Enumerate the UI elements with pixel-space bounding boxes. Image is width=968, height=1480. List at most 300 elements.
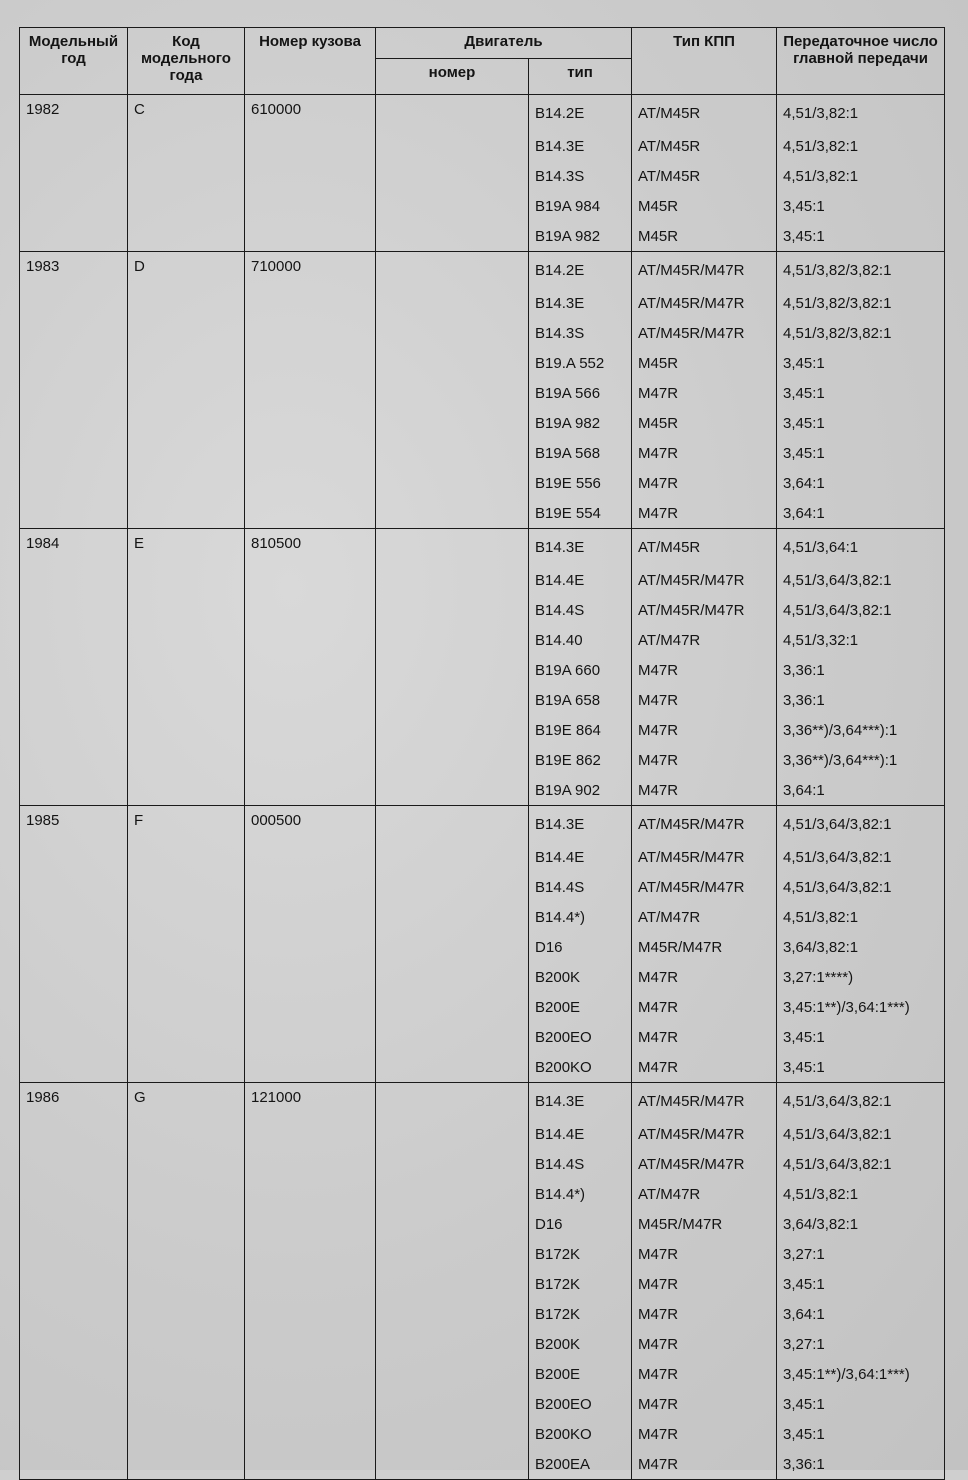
header-engine-type: тип: [529, 59, 632, 95]
cell-final-drive: 3,64/3,82:1: [777, 932, 945, 962]
cell-engine-type: B19E 862: [529, 745, 632, 775]
cell-model-year-code: [128, 1449, 245, 1480]
cell-body-number: [245, 1149, 376, 1179]
cell-model-year-code: [128, 1239, 245, 1269]
cell-engine-number: [376, 468, 529, 498]
cell-engine-type: B200EO: [529, 1389, 632, 1419]
cell-model-year-code: D: [128, 252, 245, 289]
cell-engine-number: [376, 1389, 529, 1419]
cell-model-year: 1986: [20, 1083, 128, 1120]
table-row: [20, 962, 945, 992]
cell-engine-type: B14.4E: [529, 842, 632, 872]
header-engine-number: номер: [376, 59, 529, 95]
cell-body-number: 610000: [245, 95, 376, 132]
cell-model-year: [20, 288, 128, 318]
cell-final-drive: 3,45:1: [777, 348, 945, 378]
cell-body-number: [245, 775, 376, 806]
cell-final-drive: 4,51/3,82:1: [777, 131, 945, 161]
cell-model-year: [20, 685, 128, 715]
cell-model-year-code: [128, 655, 245, 685]
cell-engine-number: [376, 962, 529, 992]
table-row: [20, 95, 945, 132]
cell-model-year-code: [128, 992, 245, 1022]
cell-engine-type: B200EO: [529, 1022, 632, 1052]
cell-model-year-code: C: [128, 95, 245, 132]
cell-model-year: [20, 565, 128, 595]
cell-model-year: [20, 1179, 128, 1209]
cell-gearbox: M47R: [632, 1239, 777, 1269]
cell-final-drive: 3,64:1: [777, 498, 945, 529]
cell-final-drive: 3,64:1: [777, 468, 945, 498]
cell-engine-type: D16: [529, 1209, 632, 1239]
cell-engine-type: B172K: [529, 1299, 632, 1329]
cell-final-drive: 4,51/3,64/3,82:1: [777, 872, 945, 902]
cell-model-year-code: [128, 288, 245, 318]
cell-engine-number: [376, 191, 529, 221]
table-row: [20, 1149, 945, 1179]
cell-final-drive: 4,51/3,82/3,82:1: [777, 318, 945, 348]
cell-final-drive: 3,27:1: [777, 1329, 945, 1359]
cell-final-drive: 3,36:1: [777, 655, 945, 685]
header-gearbox: Тип КПП: [632, 28, 777, 95]
cell-body-number: [245, 932, 376, 962]
cell-final-drive: 3,45:1: [777, 378, 945, 408]
cell-engine-number: [376, 595, 529, 625]
cell-engine-number: [376, 685, 529, 715]
cell-final-drive: 3,36:1: [777, 1449, 945, 1480]
cell-model-year: [20, 932, 128, 962]
cell-engine-type: B19A 568: [529, 438, 632, 468]
cell-model-year: [20, 378, 128, 408]
cell-body-number: [245, 715, 376, 745]
cell-body-number: [245, 1239, 376, 1269]
table-row: [20, 992, 945, 1022]
cell-gearbox: AT/M45R/M47R: [632, 842, 777, 872]
cell-gearbox: M45R/M47R: [632, 1209, 777, 1239]
cell-engine-number: [376, 95, 529, 132]
table-row: [20, 625, 945, 655]
cell-engine-type: B14.4*): [529, 1179, 632, 1209]
cell-body-number: [245, 221, 376, 252]
table-row: [20, 1389, 945, 1419]
table-row: [20, 378, 945, 408]
cell-engine-type: B19A 566: [529, 378, 632, 408]
cell-engine-number: [376, 131, 529, 161]
cell-final-drive: 4,51/3,64/3,82:1: [777, 806, 945, 843]
table-row: [20, 1449, 945, 1480]
cell-gearbox: AT/M45R/M47R: [632, 872, 777, 902]
cell-gearbox: M47R: [632, 468, 777, 498]
cell-engine-type: B14.4*): [529, 902, 632, 932]
cell-body-number: [245, 161, 376, 191]
cell-body-number: [245, 1179, 376, 1209]
cell-body-number: [245, 1119, 376, 1149]
cell-final-drive: 3,36**)/3,64***):1: [777, 745, 945, 775]
cell-gearbox: AT/M45R/M47R: [632, 1083, 777, 1120]
cell-body-number: [245, 842, 376, 872]
cell-engine-type: B200E: [529, 1359, 632, 1389]
cell-final-drive: 3,64/3,82:1: [777, 1209, 945, 1239]
cell-body-number: [245, 685, 376, 715]
cell-gearbox: AT/M45R/M47R: [632, 565, 777, 595]
header-engine: Двигатель: [376, 28, 632, 59]
cell-engine-number: [376, 1083, 529, 1120]
table-row: [20, 1119, 945, 1149]
cell-engine-number: [376, 1239, 529, 1269]
cell-final-drive: 3,36**)/3,64***):1: [777, 715, 945, 745]
cell-model-year-code: [128, 1022, 245, 1052]
cell-gearbox: M45R: [632, 348, 777, 378]
cell-engine-number: [376, 842, 529, 872]
cell-model-year: [20, 872, 128, 902]
cell-engine-number: [376, 932, 529, 962]
cell-engine-number: [376, 1209, 529, 1239]
cell-final-drive: 4,51/3,32:1: [777, 625, 945, 655]
cell-model-year-code: [128, 318, 245, 348]
cell-engine-number: [376, 1022, 529, 1052]
cell-model-year: [20, 318, 128, 348]
cell-body-number: 710000: [245, 252, 376, 289]
cell-engine-type: B14.4S: [529, 595, 632, 625]
table-row: [20, 842, 945, 872]
cell-final-drive: 4,51/3,82/3,82:1: [777, 288, 945, 318]
table-row: [20, 1179, 945, 1209]
cell-final-drive: 3,45:1**)/3,64:1***): [777, 992, 945, 1022]
cell-body-number: [245, 1329, 376, 1359]
cell-model-year-code: [128, 1359, 245, 1389]
cell-engine-number: [376, 872, 529, 902]
cell-model-year: [20, 221, 128, 252]
cell-gearbox: AT/M47R: [632, 1179, 777, 1209]
cell-final-drive: 4,51/3,64/3,82:1: [777, 1149, 945, 1179]
cell-engine-type: B172K: [529, 1239, 632, 1269]
table-row: [20, 348, 945, 378]
cell-engine-number: [376, 1299, 529, 1329]
cell-final-drive: 3,64:1: [777, 1299, 945, 1329]
cell-model-year-code: [128, 775, 245, 806]
cell-engine-type: B14.3E: [529, 1083, 632, 1120]
cell-body-number: 810500: [245, 529, 376, 566]
cell-gearbox: AT/M45R: [632, 95, 777, 132]
cell-gearbox: AT/M45R/M47R: [632, 595, 777, 625]
cell-body-number: [245, 1419, 376, 1449]
cell-final-drive: 3,45:1: [777, 1052, 945, 1083]
cell-model-year-code: [128, 745, 245, 775]
cell-body-number: [245, 992, 376, 1022]
cell-model-year: [20, 1269, 128, 1299]
header-body-number: Номер кузова: [245, 28, 376, 95]
cell-body-number: [245, 348, 376, 378]
cell-model-year-code: [128, 625, 245, 655]
cell-engine-number: [376, 1179, 529, 1209]
cell-gearbox: M45R: [632, 221, 777, 252]
cell-body-number: [245, 1359, 376, 1389]
cell-gearbox: AT/M47R: [632, 902, 777, 932]
cell-model-year-code: [128, 1209, 245, 1239]
cell-model-year: [20, 1359, 128, 1389]
table-row: [20, 1052, 945, 1083]
cell-engine-number: [376, 902, 529, 932]
cell-model-year-code: [128, 191, 245, 221]
cell-final-drive: 3,45:1**)/3,64:1***): [777, 1359, 945, 1389]
cell-model-year-code: E: [128, 529, 245, 566]
cell-model-year-code: [128, 348, 245, 378]
cell-model-year-code: [128, 902, 245, 932]
cell-gearbox: AT/M45R/M47R: [632, 288, 777, 318]
cell-gearbox: M47R: [632, 685, 777, 715]
cell-gearbox: M47R: [632, 378, 777, 408]
table-row: [20, 1239, 945, 1269]
cell-final-drive: 3,45:1: [777, 438, 945, 468]
table-row: [20, 318, 945, 348]
cell-engine-type: D16: [529, 932, 632, 962]
cell-engine-number: [376, 221, 529, 252]
table-row: [20, 1209, 945, 1239]
cell-final-drive: 3,45:1: [777, 408, 945, 438]
cell-engine-type: B200K: [529, 962, 632, 992]
cell-model-year-code: [128, 498, 245, 529]
table-row: [20, 565, 945, 595]
cell-body-number: [245, 468, 376, 498]
cell-engine-type: B19E 864: [529, 715, 632, 745]
cell-engine-number: [376, 1419, 529, 1449]
cell-engine-number: [376, 625, 529, 655]
cell-model-year: [20, 775, 128, 806]
cell-engine-type: B200K: [529, 1329, 632, 1359]
table-row: [20, 252, 945, 289]
cell-body-number: [245, 872, 376, 902]
cell-model-year: [20, 1299, 128, 1329]
cell-body-number: [245, 1269, 376, 1299]
cell-final-drive: 4,51/3,64/3,82:1: [777, 842, 945, 872]
cell-engine-number: [376, 745, 529, 775]
cell-gearbox: AT/M45R: [632, 161, 777, 191]
cell-model-year: [20, 408, 128, 438]
cell-engine-type: B14.4E: [529, 1119, 632, 1149]
cell-gearbox: M45R: [632, 191, 777, 221]
cell-model-year-code: [128, 408, 245, 438]
cell-model-year-code: [128, 161, 245, 191]
cell-final-drive: 3,64:1: [777, 775, 945, 806]
cell-engine-number: [376, 438, 529, 468]
cell-gearbox: AT/M45R/M47R: [632, 252, 777, 289]
cell-engine-number: [376, 348, 529, 378]
cell-engine-number: [376, 498, 529, 529]
cell-engine-type: B200EA: [529, 1449, 632, 1480]
cell-model-year-code: [128, 1389, 245, 1419]
cell-body-number: [245, 655, 376, 685]
cell-model-year-code: [128, 1149, 245, 1179]
cell-final-drive: 4,51/3,82/3,82:1: [777, 252, 945, 289]
cell-engine-number: [376, 565, 529, 595]
cell-engine-type: B19A 658: [529, 685, 632, 715]
cell-model-year: [20, 842, 128, 872]
cell-model-year-code: [128, 685, 245, 715]
cell-engine-number: [376, 408, 529, 438]
cell-final-drive: 3,45:1: [777, 221, 945, 252]
header-model-year: Модельный год: [20, 28, 128, 95]
cell-engine-number: [376, 378, 529, 408]
cell-gearbox: M47R: [632, 1329, 777, 1359]
cell-engine-number: [376, 1449, 529, 1480]
cell-model-year: [20, 962, 128, 992]
cell-gearbox: M47R: [632, 438, 777, 468]
cell-model-year: [20, 992, 128, 1022]
cell-model-year-code: G: [128, 1083, 245, 1120]
cell-model-year-code: [128, 872, 245, 902]
cell-engine-number: [376, 318, 529, 348]
cell-engine-number: [376, 1119, 529, 1149]
cell-model-year-code: [128, 1119, 245, 1149]
cell-model-year: [20, 745, 128, 775]
cell-engine-number: [376, 806, 529, 843]
cell-final-drive: 3,27:1: [777, 1239, 945, 1269]
cell-model-year: [20, 625, 128, 655]
table-row: [20, 529, 945, 566]
cell-final-drive: 4,51/3,64:1: [777, 529, 945, 566]
cell-final-drive: 4,51/3,82:1: [777, 1179, 945, 1209]
cell-gearbox: M47R: [632, 775, 777, 806]
cell-engine-number: [376, 992, 529, 1022]
cell-final-drive: 3,27:1****): [777, 962, 945, 992]
cell-model-year-code: [128, 1052, 245, 1083]
cell-body-number: [245, 1299, 376, 1329]
cell-engine-type: B19.A 552: [529, 348, 632, 378]
cell-gearbox: AT/M45R/M47R: [632, 318, 777, 348]
cell-final-drive: 4,51/3,82:1: [777, 95, 945, 132]
cell-model-year: [20, 1389, 128, 1419]
cell-engine-number: [376, 288, 529, 318]
cell-body-number: [245, 288, 376, 318]
cell-engine-type: B19A 660: [529, 655, 632, 685]
cell-body-number: [245, 902, 376, 932]
cell-engine-type: B19A 982: [529, 221, 632, 252]
cell-gearbox: M47R: [632, 962, 777, 992]
cell-gearbox: AT/M45R/M47R: [632, 1119, 777, 1149]
cell-body-number: [245, 438, 376, 468]
cell-body-number: 121000: [245, 1083, 376, 1120]
cell-model-year-code: [128, 595, 245, 625]
cell-model-year-code: [128, 565, 245, 595]
cell-body-number: [245, 318, 376, 348]
cell-final-drive: 3,36:1: [777, 685, 945, 715]
cell-gearbox: AT/M45R: [632, 529, 777, 566]
table-row: [20, 932, 945, 962]
cell-model-year: [20, 902, 128, 932]
cell-final-drive: 4,51/3,64/3,82:1: [777, 565, 945, 595]
cell-model-year-code: F: [128, 806, 245, 843]
cell-gearbox: M47R: [632, 1269, 777, 1299]
cell-model-year-code: [128, 468, 245, 498]
cell-final-drive: 3,45:1: [777, 1419, 945, 1449]
cell-final-drive: 4,51/3,82:1: [777, 161, 945, 191]
cell-engine-type: B14.3E: [529, 529, 632, 566]
cell-model-year: 1984: [20, 529, 128, 566]
cell-gearbox: AT/M45R: [632, 131, 777, 161]
cell-engine-type: B19A 902: [529, 775, 632, 806]
cell-gearbox: M47R: [632, 498, 777, 529]
cell-engine-type: B172K: [529, 1269, 632, 1299]
header-final-drive: Передаточное число главной передачи: [777, 28, 945, 95]
cell-gearbox: AT/M45R/M47R: [632, 806, 777, 843]
cell-model-year: [20, 1149, 128, 1179]
cell-model-year: 1983: [20, 252, 128, 289]
cell-model-year-code: [128, 1269, 245, 1299]
cell-model-year: [20, 348, 128, 378]
cell-engine-type: B14.2E: [529, 252, 632, 289]
cell-model-year: [20, 438, 128, 468]
cell-gearbox: M47R: [632, 1022, 777, 1052]
cell-model-year: [20, 191, 128, 221]
cell-engine-number: [376, 1359, 529, 1389]
table-row: [20, 1269, 945, 1299]
cell-gearbox: M47R: [632, 1359, 777, 1389]
cell-body-number: [245, 595, 376, 625]
cell-model-year: [20, 655, 128, 685]
cell-gearbox: M47R: [632, 655, 777, 685]
table-row: [20, 806, 945, 843]
cell-engine-type: B14.3S: [529, 318, 632, 348]
table-row: [20, 191, 945, 221]
cell-body-number: [245, 565, 376, 595]
table-row: [20, 1419, 945, 1449]
cell-gearbox: M47R: [632, 992, 777, 1022]
cell-model-year-code: [128, 962, 245, 992]
cell-gearbox: M47R: [632, 1299, 777, 1329]
table-row: [20, 745, 945, 775]
cell-model-year-code: [128, 438, 245, 468]
cell-model-year: [20, 131, 128, 161]
cell-gearbox: M47R: [632, 1052, 777, 1083]
cell-engine-type: B19E 554: [529, 498, 632, 529]
cell-model-year-code: [128, 1179, 245, 1209]
cell-body-number: [245, 378, 376, 408]
cell-engine-number: [376, 529, 529, 566]
vehicle-spec-table: [19, 27, 945, 1480]
table-body: [20, 95, 945, 1480]
table-row: [20, 1299, 945, 1329]
table-row: [20, 872, 945, 902]
cell-model-year: [20, 1449, 128, 1480]
cell-engine-number: [376, 252, 529, 289]
table-header: [20, 28, 945, 95]
cell-body-number: [245, 1449, 376, 1480]
cell-engine-type: B14.4S: [529, 872, 632, 902]
cell-model-year-code: [128, 842, 245, 872]
table-row: [20, 468, 945, 498]
cell-body-number: [245, 408, 376, 438]
cell-model-year: 1982: [20, 95, 128, 132]
cell-engine-number: [376, 1052, 529, 1083]
cell-final-drive: 4,51/3,82:1: [777, 902, 945, 932]
table-row: [20, 595, 945, 625]
cell-body-number: 000500: [245, 806, 376, 843]
table-row: [20, 288, 945, 318]
cell-engine-type: B200KO: [529, 1052, 632, 1083]
cell-model-year: [20, 595, 128, 625]
cell-engine-type: B19E 556: [529, 468, 632, 498]
cell-gearbox: M45R/M47R: [632, 932, 777, 962]
cell-final-drive: 3,45:1: [777, 1022, 945, 1052]
cell-gearbox: M47R: [632, 1449, 777, 1480]
cell-final-drive: 4,51/3,64/3,82:1: [777, 1119, 945, 1149]
cell-model-year-code: [128, 1419, 245, 1449]
cell-model-year: [20, 1239, 128, 1269]
table-row: [20, 1329, 945, 1359]
cell-model-year-code: [128, 1329, 245, 1359]
cell-engine-type: B200E: [529, 992, 632, 1022]
cell-engine-type: B14.3E: [529, 288, 632, 318]
